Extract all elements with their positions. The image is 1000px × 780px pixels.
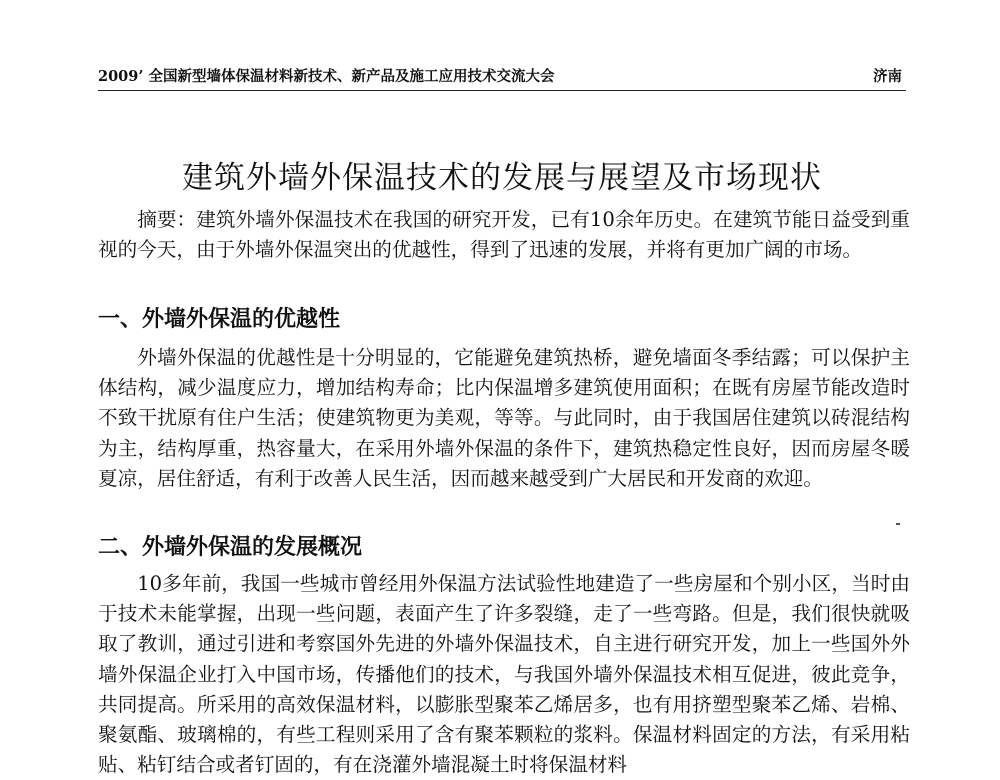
section-paragraph-1: 外墙外保温的优越性是十分明显的，它能避免建筑热桥，避免墙面冬季结露；可以保护主体结构，减少温度应力，增加结构寿命；比内保温增多建筑使用面积；在既有房屋节能改造时不致干扰原有住户生活；使建筑物更为美观，等等。与此同时，由于我国居住建筑以砖混结构为主，结构厚重，热容量大，在采用外墙外保温的条件下，建筑热稳定性良好，因而房屋冬暖夏凉，居住舒适，有利于改善人民生活，因而越来越受到广大居民和开发商的欢迎。 xyxy=(98,346,910,490)
header-city: 济南 xyxy=(873,68,902,85)
running-header xyxy=(98,64,906,91)
conference-name: 2009’ 全国新型墙体保温材料新技术、新产品及施工应用技术交流大会 xyxy=(98,68,555,85)
margin-mark xyxy=(896,523,900,525)
abstract: 摘要：建筑外墙外保温技术在我国的研究开发，已有10余年历史。在建筑节能日益受到重视的今天，由于外墙外保温突出的优越性，得到了迅速的发展，并将有更加广阔的市场。 xyxy=(98,208,910,262)
section-paragraph-2: 10多年前，我国一些城市曾经用外保温方法试验性地建造了一些房屋和个别小区，当时由于技术未能掌握，出现一些问题，表面产生了许多裂缝，走了一些弯路。但是，我们很快就吸取了教训，通过引进和考察国外先进的外墙外保温技术，自主进行研究开发，加上一些国外外墙外保温企业打入中国市场，传播他们的技术，与我国外墙外保温技术相互促进，彼此竞争，共同提高。所采用的高效保温材料，以膨胀型聚苯乙烯居多，也有用挤塑型聚苯乙烯、岩棉、聚氨酯、玻璃棉的，有些工程则采用了含有聚苯颗粒的浆料。保温材料固定的方法，有采用粘贴、粘钉结合或者钉固的，有在浇灌外墙混凝土时将保温材料 xyxy=(98,572,910,777)
paper-title: 建筑外墙外保温技术的发展与展望及市场现状 xyxy=(182,160,822,196)
section-heading-1: 一、外墙外保温的优越性 xyxy=(98,306,341,332)
section-heading-2: 二、外墙外保温的发展概况 xyxy=(98,534,363,560)
